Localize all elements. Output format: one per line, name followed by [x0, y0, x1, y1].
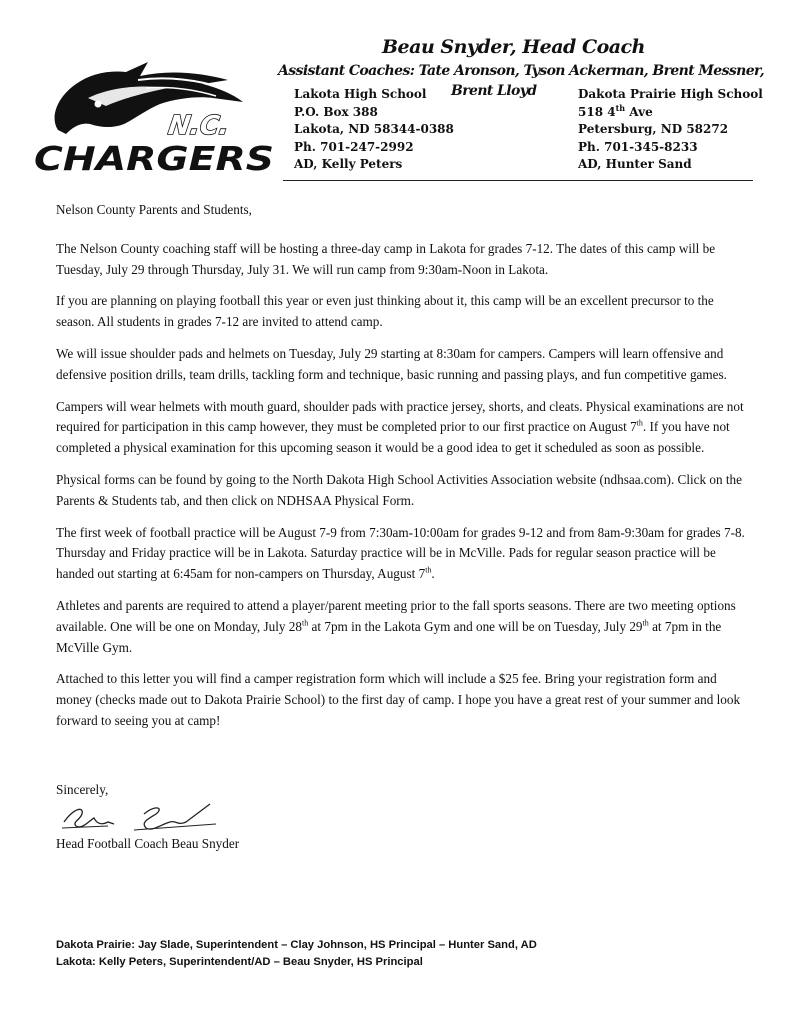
- dakota-city: Petersburg, ND 58272: [578, 122, 729, 136]
- logo-mark: N.C.: [166, 111, 232, 141]
- footer-dakota-prairie: Dakota Prairie: Jay Slade, Superintendent – Clay Johnson, HS Principal – Hunter Sand, AD: [56, 939, 537, 951]
- dakota-address: [578, 86, 763, 174]
- assistant-coaches: Assistant Coaches: Tate Aronson, Tyson Ackerman, Brent Messner,: [278, 63, 765, 79]
- lakota-phone: Ph. 701-247-2992: [294, 139, 414, 154]
- paragraph-physicals: Campers will wear helmets with mouth guard, shoulder pads with practice jersey, shorts, and cleats. Physical examinations are not required for participation in this camp however, they must be completed prior to our first practice on August 7th. If you have not completed a physical examination for this upcoming season it would be a good idea to get it scheduled as soon as possible.: [56, 398, 744, 456]
- paragraph-camp-dates: The Nelson County coaching staff will be hosting a three-day camp in Lakota for grades 7-12. The dates of this camp will be Tuesday, July 29 through Thursday, July 31. We will run camp from 9:30am-Noon in Lakota.: [56, 240, 716, 277]
- assistant-coaches-cont: Brent Lloyd: [451, 83, 537, 99]
- dakota-phone: Ph. 701-345-8233: [578, 139, 698, 154]
- lakota-address: [294, 86, 454, 174]
- letter-body: [56, 200, 746, 743]
- paragraph-physical-forms: Physical forms can be found by going to the North Dakota High School Activities Association website (ndhsaa.com). Click on the Parents & Students tab, and then click on NDHSAA Physical Form.: [56, 471, 742, 508]
- lakota-box: P.O. Box 388: [294, 104, 378, 119]
- paragraph-invitation: If you are planning on playing football this year or even just thinking about it, this camp will be an excellent precursor to the season. All students in grades 7-12 are invited to attend camp.: [56, 293, 714, 330]
- lakota-city: Lakota, ND 58344-0388: [294, 122, 454, 136]
- paragraph-practice-schedule: The first week of football practice will be August 7-9 from 7:30am-10:00am for grades 9-12 and from 8am-9:30am for grades 7-8. Thursday and Friday practice will be in Lakota. Saturday practice will be in McVille. Pads for regular season practice will be handed out starting at 6:45am for non-campers on Thursday, August 7th.: [56, 524, 745, 582]
- lakota-ad: AD, Kelly Peters: [294, 157, 403, 171]
- logo-name: CHARGERS: [34, 139, 274, 178]
- signer: Head Football Coach Beau Snyder: [56, 836, 240, 851]
- footer-lakota: Lakota: Kelly Peters, Superintendent/AD – Beau Snyder, HS Principal: [56, 956, 423, 968]
- header-divider: [283, 180, 753, 181]
- closing: Sincerely,: [56, 782, 109, 797]
- footer: [56, 937, 537, 971]
- paragraph-equipment: We will issue shoulder pads and helmets on Tuesday, July 29 starting at 8:30am for campers. Campers will learn offensive and defensive position drills, team drills, tackling form and technique, basic running and passing plays, and fun competitive games.: [56, 345, 727, 382]
- paragraph-meeting: Athletes and parents are required to attend a player/parent meeting prior to the fall sports seasons. There are two meeting options available. One will be one on Monday, July 28th at 7pm in the Lakota Gym and one will be on Tuesday, July 29th at 7pm in the McVille Gym.: [56, 597, 736, 655]
- paragraph-registration: Attached to this letter you will find a camper registration form which will include a $25 fee. Bring your registration form and money (checks made out to Dakota Prairie School) to the first day of camp. I hope you have a great rest of your summer and look forward to seeing you at camp!: [56, 671, 741, 728]
- salutation: Nelson County Parents and Students,: [56, 202, 252, 217]
- head-coach: Beau Snyder, Head Coach: [382, 36, 645, 58]
- dakota-street: 518 4th Ave: [578, 102, 653, 119]
- signature-scribble: [60, 800, 220, 836]
- dakota-ad: AD, Hunter Sand: [578, 157, 692, 171]
- chargers-logo: [28, 58, 283, 178]
- lakota-school: Lakota High School: [294, 87, 427, 101]
- dakota-school: Dakota Prairie High School: [578, 87, 763, 101]
